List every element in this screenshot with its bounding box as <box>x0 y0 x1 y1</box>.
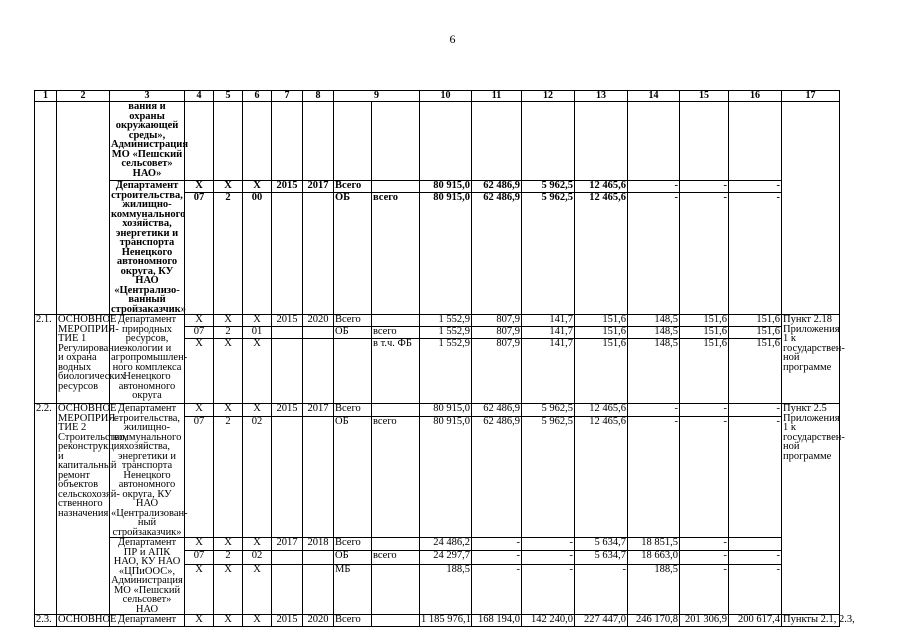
table-row <box>35 538 840 551</box>
header-col-7: 7 <box>272 91 303 102</box>
value-cell: 5 634,7 <box>575 551 628 564</box>
value-cell: 5 962,5 <box>522 404 575 417</box>
cell-name <box>57 102 110 315</box>
cell-c4: X <box>185 538 214 551</box>
activity-number: 2.1. <box>35 315 57 404</box>
cell-c4: X <box>185 315 214 327</box>
cell-c7 <box>272 551 303 564</box>
value-cell: 148,5 <box>628 339 680 404</box>
dept-name: Департамент <box>110 615 185 627</box>
value-cell: 5 634,7 <box>575 538 628 551</box>
header-col-15: 15 <box>680 91 729 102</box>
value-cell: 24 297,7 <box>420 551 472 564</box>
cell-c6: 00 <box>243 193 272 315</box>
cell-c8 <box>303 193 334 315</box>
value-cell: 151,6 <box>680 327 729 339</box>
cell-c9b <box>372 315 420 327</box>
value-cell: 80 915,0 <box>420 417 472 538</box>
cell-c9b <box>372 181 420 193</box>
cell-c8: 2020 <box>303 615 334 627</box>
cell-c6: X <box>243 564 272 614</box>
value-cell: - <box>628 404 680 417</box>
cell-c6: X <box>243 181 272 193</box>
cell-c7: 2015 <box>272 181 303 193</box>
empty-cell <box>575 102 628 181</box>
header-col-10: 10 <box>420 91 472 102</box>
value-cell: - <box>575 564 628 614</box>
value-cell: - <box>729 551 782 564</box>
value-cell: 201 306,9 <box>680 615 729 627</box>
cell-c6: 02 <box>243 551 272 564</box>
cell-c9b <box>372 538 420 551</box>
value-cell: 188,5 <box>628 564 680 614</box>
cell-c5: X <box>214 615 243 627</box>
cell-c7 <box>272 339 303 404</box>
cell-c6: X <box>243 404 272 417</box>
value-cell: 12 465,6 <box>575 193 628 315</box>
value-cell: - <box>729 193 782 315</box>
cell-num <box>35 102 57 315</box>
value-cell: 62 486,9 <box>472 193 522 315</box>
dept-name: Департамент природных ресурсов, экологии и агропромышлен-ного комплекса Ненецкого автономного округа <box>110 315 185 404</box>
value-cell: 168 194,0 <box>472 615 522 627</box>
cell-c4: 07 <box>185 193 214 315</box>
budget-table <box>34 90 855 627</box>
cell-c9b: в т.ч. ФБ <box>372 339 420 404</box>
cell-c9a <box>334 339 372 404</box>
note-cell <box>782 102 840 315</box>
value-cell: 62 486,9 <box>472 417 522 538</box>
cell-c9a: Всего <box>334 538 372 551</box>
cell-c6: X <box>243 538 272 551</box>
activity-name: ОСНОВНОЕ МЕРОПРИЯ-ТИЕ 2 Строительство, реконструкция и капитальный ремонт объектов сельскохозяй-ственного назначения <box>57 404 110 615</box>
value-cell: 151,6 <box>575 315 628 327</box>
value-cell: - <box>729 417 782 538</box>
cell-c4: 07 <box>185 327 214 339</box>
note-cell: Пункты 2.1, 2.3, <box>783 614 855 625</box>
value-cell: 227 447,0 <box>575 615 628 627</box>
cell-c7 <box>272 564 303 614</box>
header-col-1: 1 <box>35 91 57 102</box>
cell-c8 <box>303 417 334 538</box>
header-row <box>35 91 840 102</box>
value-cell: 12 465,6 <box>575 417 628 538</box>
value-cell: 148,5 <box>628 315 680 327</box>
empty-cell <box>243 102 272 181</box>
value-cell: 80 915,0 <box>420 404 472 417</box>
header-col-8: 8 <box>303 91 334 102</box>
cell-c5: 2 <box>214 327 243 339</box>
cell-c7 <box>272 193 303 315</box>
value-cell: 807,9 <box>472 315 522 327</box>
empty-cell <box>372 102 420 181</box>
header-col-4: 4 <box>185 91 214 102</box>
value-cell: - <box>522 538 575 551</box>
cell-c4: X <box>185 404 214 417</box>
value-cell: 18 663,0 <box>628 551 680 564</box>
dept-name: Департамент строительства, жилищно-коммунального хозяйства, энергетики и транспорта Ненецкого автономного округа, КУ НАО «Централизован-ный стройзаказчик» <box>111 403 188 538</box>
note-cell: Пункт 2.18 Приложения 1 к государствен-ной программе <box>782 315 840 404</box>
value-cell: 80 915,0 <box>420 193 472 315</box>
header-col-2: 2 <box>57 91 110 102</box>
cell-c6: 01 <box>243 327 272 339</box>
cell-c9a: ОБ <box>334 417 372 538</box>
dept-name: Департамент строительства, жилищно-коммунального хозяйства, энергетики и транспорта Ненецкого автономного округа, КУ НАО «Централизо-ванный стройзаказчик» <box>111 180 186 315</box>
value-cell: 12 465,6 <box>575 181 628 193</box>
cell-c6: X <box>243 339 272 404</box>
value-cell: - <box>729 404 782 417</box>
value-cell: 200 617,4 <box>729 615 782 627</box>
value-cell: 151,6 <box>575 339 628 404</box>
table-row <box>35 102 840 181</box>
cell-c4: X <box>185 615 214 627</box>
cell-c9a: Всего <box>334 181 372 193</box>
cell-c5: 2 <box>214 551 243 564</box>
value-cell: - <box>680 181 729 193</box>
value-cell: - <box>522 551 575 564</box>
continuation-text: вания и охраны окружающей среды», Администрация МО «Пешский сельсовет» НАО» <box>111 101 189 179</box>
cell-c7: 2015 <box>272 315 303 327</box>
cell-c8 <box>303 564 334 614</box>
cell-c6: X <box>243 315 272 327</box>
cell-c5: X <box>214 538 243 551</box>
cell-c4: X <box>185 181 214 193</box>
cell-c4: X <box>185 339 214 404</box>
value-cell: - <box>729 564 782 614</box>
cell-c9a: ОБ <box>334 193 372 315</box>
cell-c9a: Всего <box>334 315 372 327</box>
cell-c9a: ОБ <box>334 327 372 339</box>
table-row <box>35 404 840 417</box>
value-cell: 151,6 <box>575 327 628 339</box>
value-cell: 151,6 <box>680 339 729 404</box>
value-cell: - <box>680 404 729 417</box>
value-cell: 246 170,8 <box>628 615 680 627</box>
empty-cell <box>214 102 243 181</box>
value-cell: 151,6 <box>729 315 782 327</box>
cell-c9b: всего <box>372 417 420 538</box>
empty-cell <box>420 102 472 181</box>
empty-cell <box>303 102 334 181</box>
activity-name: ОСНОВНОЕ <box>58 614 117 625</box>
cell-c5: X <box>214 315 243 327</box>
value-cell: 62 486,9 <box>472 181 522 193</box>
activity-number: 2.3. <box>35 615 57 627</box>
cell-c8: 2017 <box>303 404 334 417</box>
value-cell: - <box>680 564 729 614</box>
cell-c8: 2017 <box>303 181 334 193</box>
value-cell <box>729 538 782 551</box>
empty-cell <box>522 102 575 181</box>
value-cell: 1 552,9 <box>420 315 472 327</box>
cell-c5: 2 <box>214 417 243 538</box>
cell-c7: 2015 <box>272 615 303 627</box>
value-cell: - <box>680 417 729 538</box>
value-cell: - <box>628 181 680 193</box>
cell-c4: 07 <box>185 551 214 564</box>
activity-number: 2.2. <box>35 404 57 615</box>
cell-c5: X <box>214 404 243 417</box>
cell-c5: X <box>214 339 243 404</box>
value-cell: 12 465,6 <box>575 404 628 417</box>
value-cell: - <box>472 538 522 551</box>
cell-c9b: всего <box>372 327 420 339</box>
cell-c9a: Всего <box>334 404 372 417</box>
value-cell: 18 851,5 <box>628 538 680 551</box>
value-cell: - <box>680 193 729 315</box>
value-cell: 1 185 976,1 <box>421 614 471 625</box>
value-cell: 151,6 <box>680 315 729 327</box>
value-cell: 141,7 <box>522 339 575 404</box>
note-cell: Пункт 2.5 Приложения 1 к государствен-ной программе <box>782 404 840 615</box>
value-cell: 1 552,9 <box>420 339 472 404</box>
empty-cell <box>729 102 782 181</box>
value-cell: 148,5 <box>628 327 680 339</box>
cell-c7: 2017 <box>272 538 303 551</box>
header-col-11: 11 <box>472 91 522 102</box>
cell-c8: 2020 <box>303 315 334 327</box>
table-row <box>35 181 840 193</box>
cell-c8 <box>303 339 334 404</box>
value-cell: 80 915,0 <box>420 181 472 193</box>
cell-c9a: Всего <box>334 615 372 627</box>
cell-c5: X <box>214 181 243 193</box>
cell-c7 <box>272 327 303 339</box>
empty-cell <box>472 102 522 181</box>
header-col-16: 16 <box>729 91 782 102</box>
value-cell: 807,9 <box>472 327 522 339</box>
header-col-5: 5 <box>214 91 243 102</box>
value-cell: 151,6 <box>729 327 782 339</box>
value-cell: 141,7 <box>522 327 575 339</box>
value-cell: - <box>680 551 729 564</box>
header-col-13: 13 <box>575 91 628 102</box>
value-cell: 151,6 <box>729 339 782 404</box>
header-col-14: 14 <box>628 91 680 102</box>
value-cell: 1 552,9 <box>420 327 472 339</box>
cell-c9b: всего <box>372 551 420 564</box>
cell-c9b <box>372 564 420 614</box>
cell-c8 <box>303 551 334 564</box>
cell-c9a: МБ <box>334 564 372 614</box>
cell-c4: 07 <box>185 417 214 538</box>
header-col-3: 3 <box>110 91 185 102</box>
value-cell: - <box>522 564 575 614</box>
cell-c7 <box>272 417 303 538</box>
cell-c8 <box>303 327 334 339</box>
cell-c7: 2015 <box>272 404 303 417</box>
empty-cell <box>185 102 214 181</box>
empty-cell <box>628 102 680 181</box>
value-cell: - <box>729 181 782 193</box>
value-cell: 188,5 <box>420 564 472 614</box>
cell-c4: X <box>185 564 214 614</box>
cell-c5: X <box>214 564 243 614</box>
empty-cell <box>272 102 303 181</box>
cell-c9a: ОБ <box>334 551 372 564</box>
cell-c6: 02 <box>243 417 272 538</box>
cell-c5: 2 <box>214 193 243 315</box>
value-cell: 62 486,9 <box>472 404 522 417</box>
value-cell: - <box>472 564 522 614</box>
cell-c9b <box>372 404 420 417</box>
value-cell: 5 962,5 <box>522 181 575 193</box>
activity-name: ОСНОВНОЕ МЕРОПРИЯ-ТИЕ 1 Регулирование и охрана водных биологических ресурсов <box>57 315 110 404</box>
empty-cell <box>680 102 729 181</box>
value-cell: - <box>628 417 680 538</box>
cell-c8: 2018 <box>303 538 334 551</box>
dept-name: Департамент ПР и АПК НАО, КУ НАО «ЦПиООС», Администрация МО «Пешский сельсовет» НАО <box>111 537 183 615</box>
cell-c9b: всего <box>372 193 420 315</box>
header-col-9: 9 <box>334 91 420 102</box>
table-row <box>35 615 840 627</box>
value-cell: - <box>628 193 680 315</box>
value-cell: 141,7 <box>522 315 575 327</box>
value-cell: 142 240,0 <box>522 615 575 627</box>
header-col-12: 12 <box>522 91 575 102</box>
value-cell: 5 962,5 <box>522 417 575 538</box>
value-cell: 24 486,2 <box>420 538 472 551</box>
value-cell: - <box>680 538 729 551</box>
value-cell: 5 962,5 <box>522 193 575 315</box>
table-row <box>35 315 840 327</box>
empty-cell <box>334 102 372 181</box>
cell-c9b <box>372 615 420 627</box>
value-cell: - <box>472 551 522 564</box>
cell-c6: X <box>243 615 272 627</box>
page-number: 6 <box>449 32 456 46</box>
value-cell: 807,9 <box>472 339 522 404</box>
header-col-17: 17 <box>782 91 840 102</box>
header-col-6: 6 <box>243 91 272 102</box>
